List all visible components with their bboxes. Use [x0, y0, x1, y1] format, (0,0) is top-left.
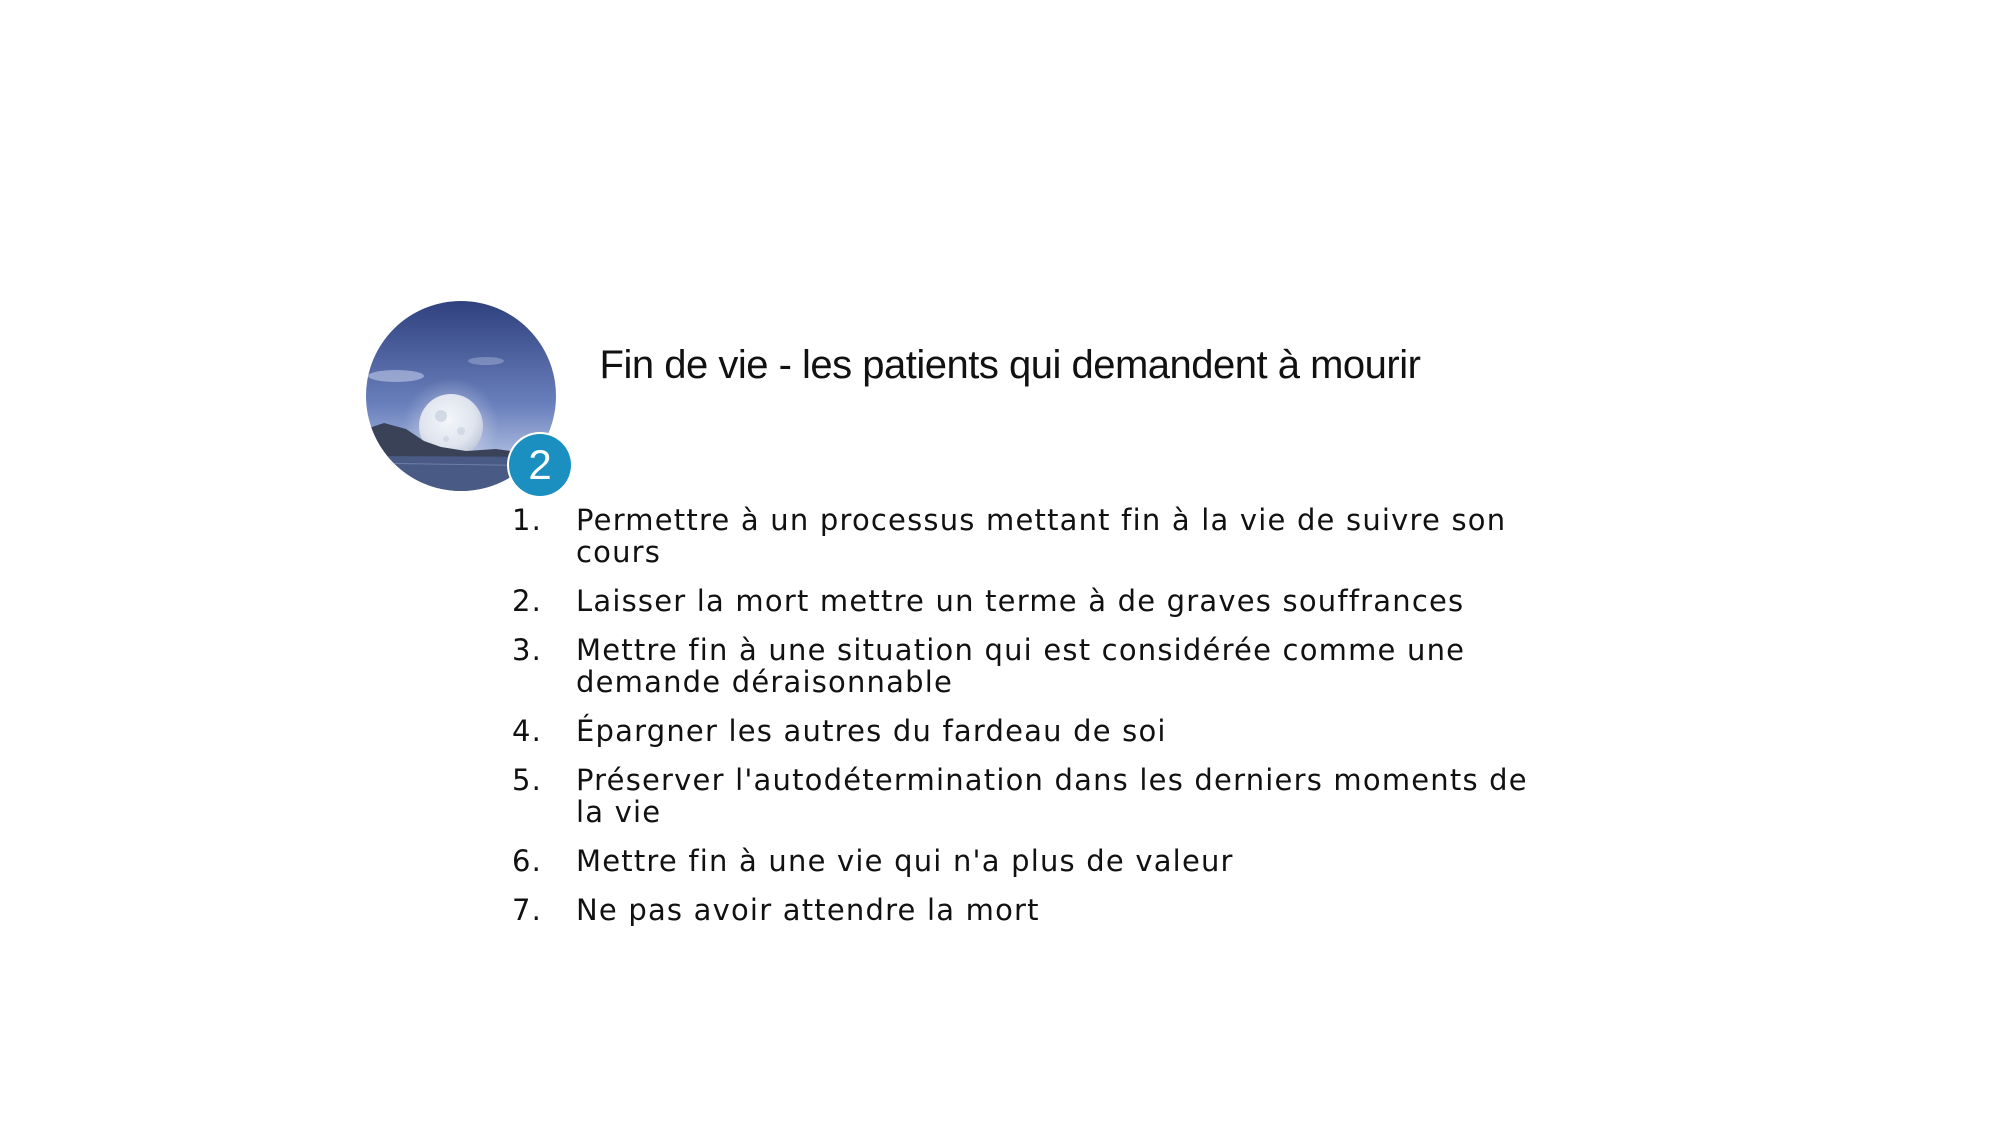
list-item-number: 6. [512, 844, 543, 878]
step-number-badge: 2 [509, 434, 571, 496]
list-item-number: 2. [512, 584, 543, 618]
list-item [512, 585, 1562, 617]
list-item-text: Préserver l'autodétermination dans les derniers moments de la vie [576, 763, 1528, 829]
page-title: Fin de vie - les patients qui demandent à mourir [599, 343, 1421, 387]
reasons-list [512, 504, 1562, 943]
list-item-text: Mettre fin à une situation qui est considérée comme une demande déraisonnable [576, 633, 1466, 699]
list-item-number: 5. [512, 763, 543, 797]
list-item-text: Laisser la mort mettre un terme à de graves souffrances [576, 584, 1465, 618]
list-item [512, 715, 1562, 747]
list-item-text: Ne pas avoir attendre la mort [576, 893, 1040, 927]
list-item [512, 764, 1562, 828]
list-item-number: 7. [512, 893, 543, 927]
list-item [512, 634, 1562, 698]
list-item-text: Épargner les autres du fardeau de soi [576, 714, 1167, 748]
list-item [512, 845, 1562, 877]
list-item [512, 504, 1562, 568]
list-item-number: 4. [512, 714, 543, 748]
list-item [512, 894, 1562, 926]
list-item-text: Mettre fin à une vie qui n'a plus de valeur [576, 844, 1234, 878]
list-item-number: 1. [512, 503, 543, 537]
list-item-number: 3. [512, 633, 543, 667]
list-item-text: Permettre à un processus mettant fin à la vie de suivre son cours [576, 503, 1507, 569]
